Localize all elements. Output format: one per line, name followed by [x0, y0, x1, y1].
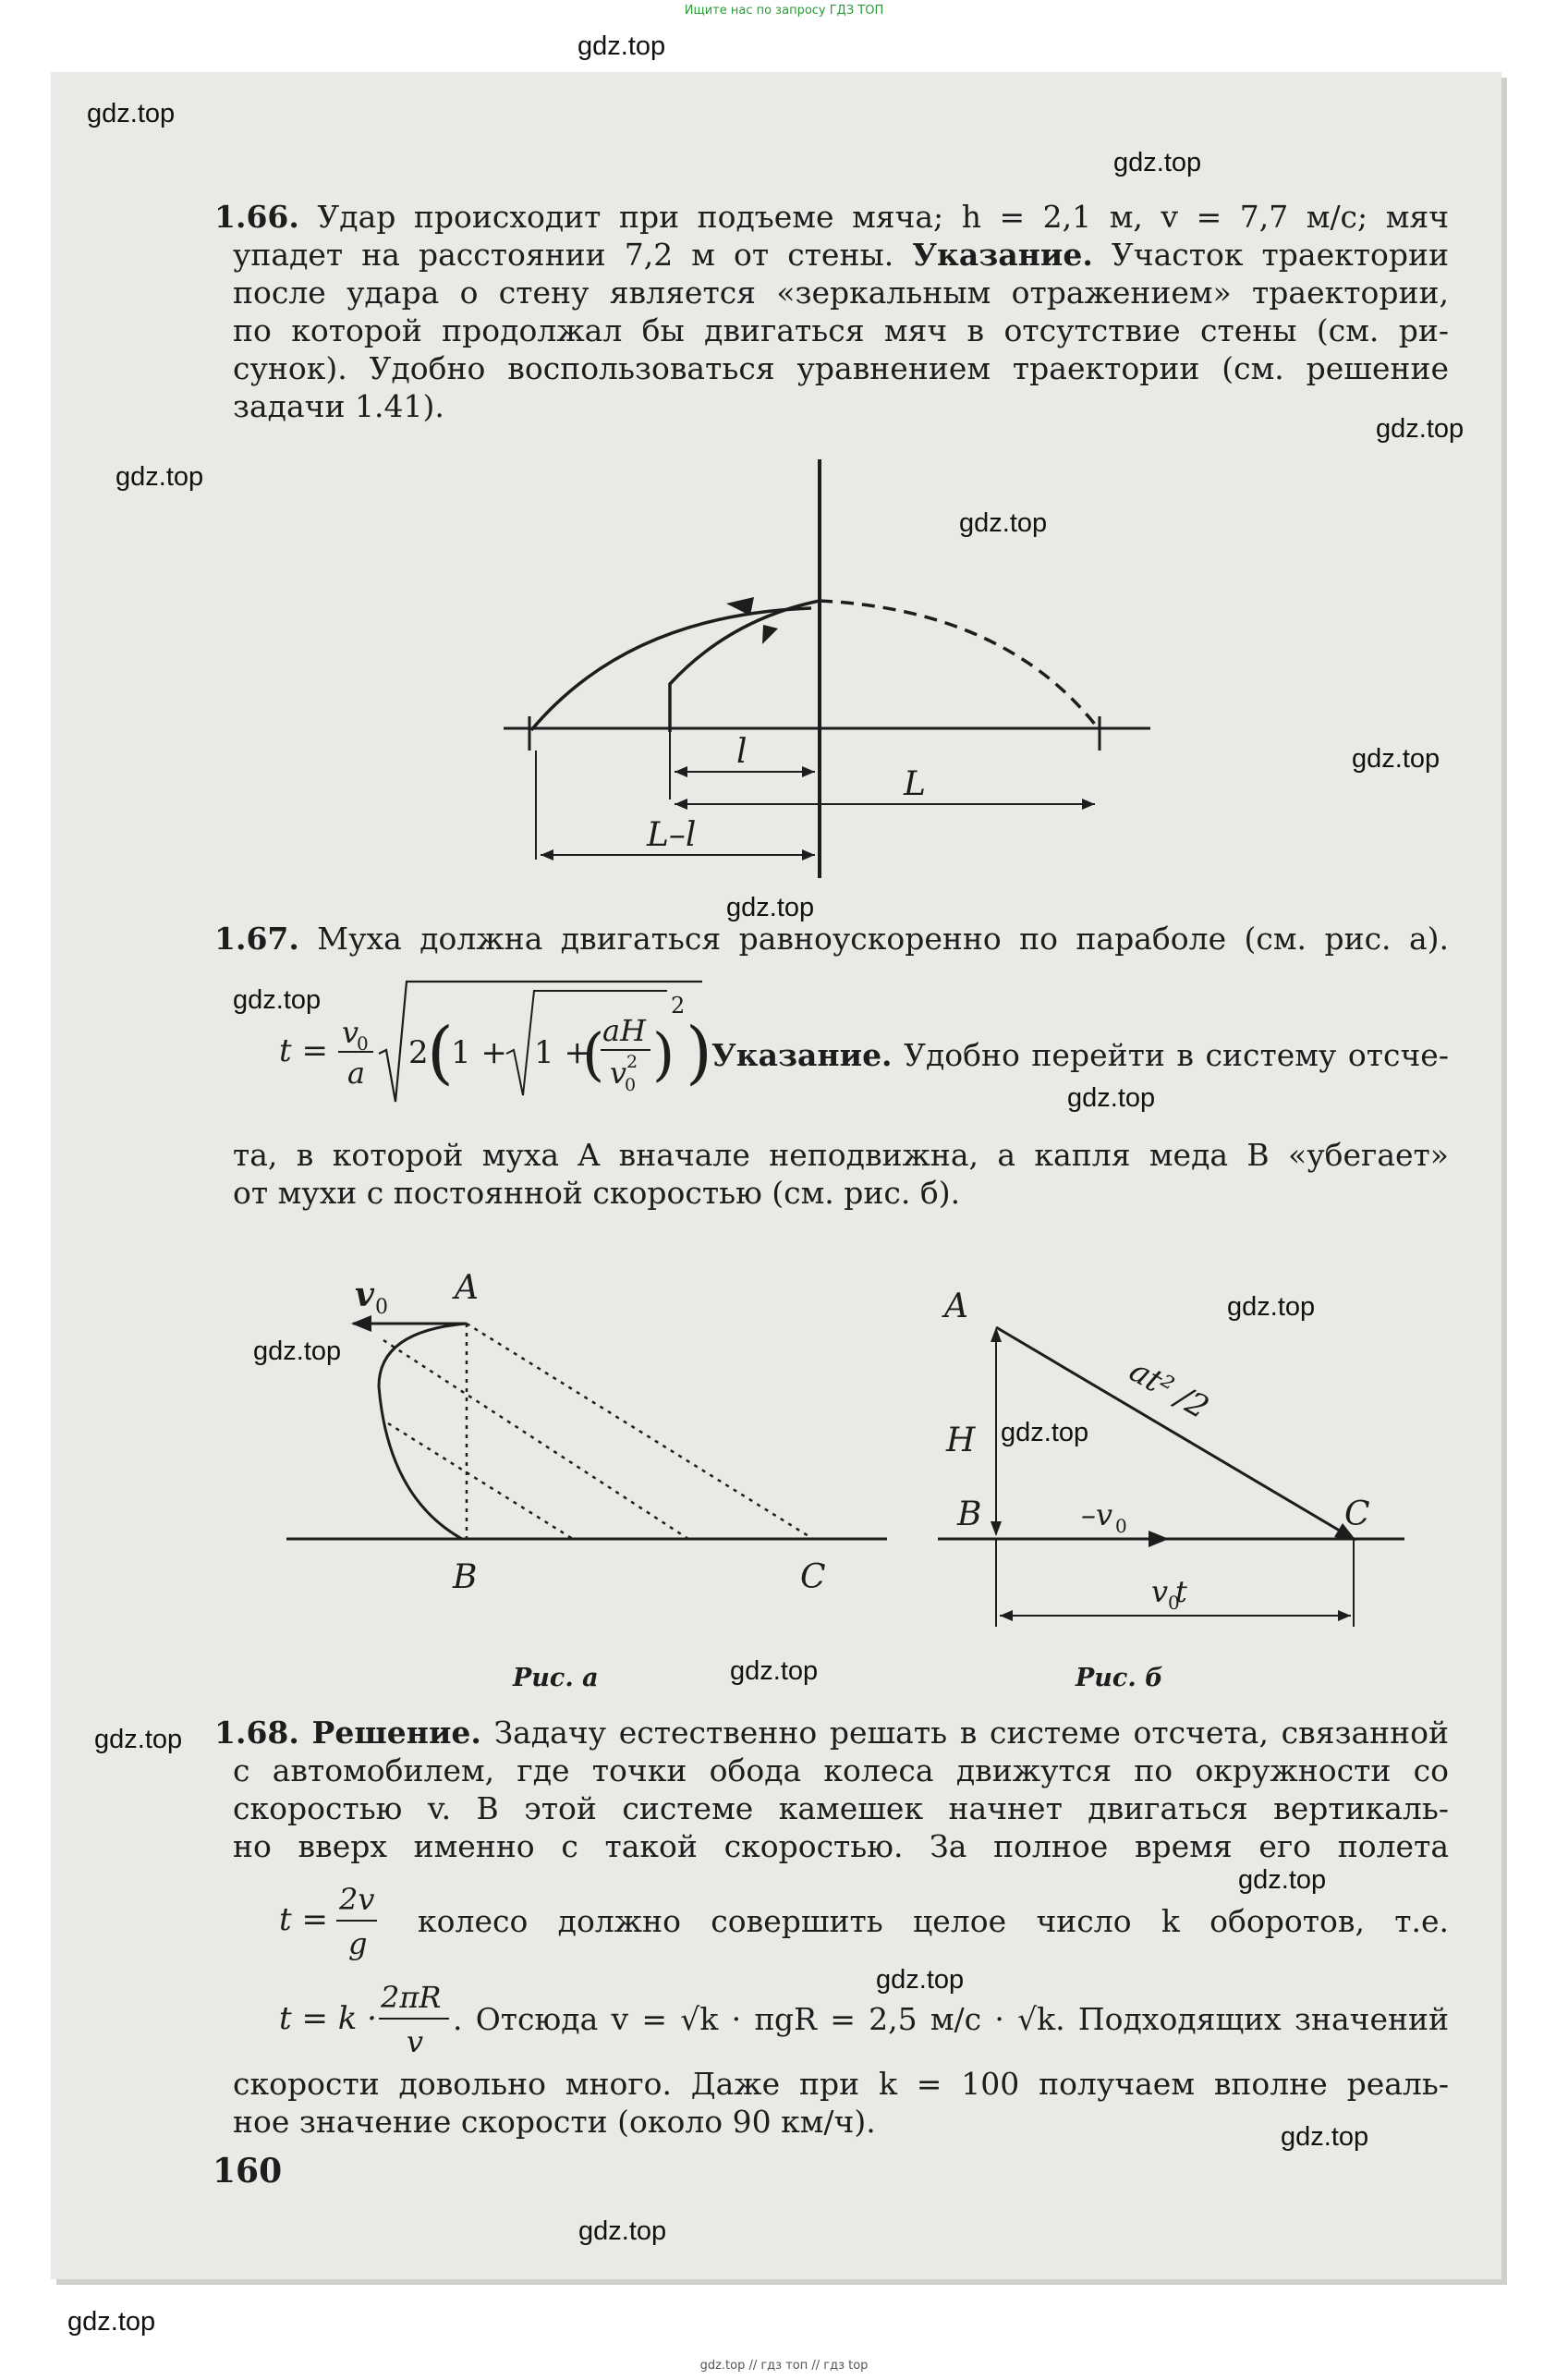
label-B: B — [453, 1558, 478, 1596]
sub0: 0 — [625, 1075, 637, 1095]
problem-number: 1.67. — [214, 921, 299, 957]
f1-num: 2v — [339, 1882, 375, 1917]
text-line: после удара о стену является «зеркальным отражением» траектории, — [233, 275, 1449, 311]
formula-power: 2 — [671, 993, 686, 1019]
label-C: C — [800, 1558, 826, 1596]
caption-b: Рис. б — [1076, 1664, 1163, 1692]
problem-number: 1.68. — [214, 1715, 299, 1751]
formula-v0: v — [342, 1015, 359, 1050]
label-L-minus-l: L–l — [647, 816, 697, 854]
hint-label: Указание. — [912, 237, 1093, 273]
watermark: gdz.top — [1113, 148, 1202, 177]
watermark: gdz.top — [87, 99, 176, 128]
right-paren: ) — [686, 1013, 712, 1092]
text-line: от мухи с постоянной скоростью (см. рис. б). — [233, 1175, 961, 1211]
watermark: gdz.top — [67, 2307, 156, 2337]
text-line: та, в которой муха A вначале неподвижна, а капля меда B «убегает» — [233, 1137, 1449, 1173]
text-line: скорости довольно много. Даже при k = 100 получаем вполне реаль- — [233, 2066, 1449, 2102]
watermark: gdz.top — [94, 1725, 183, 1754]
text-line: упадет на расстоянии 7,2 м от стены. — [233, 237, 913, 273]
hint-label: Указание. — [711, 1037, 893, 1073]
watermark: gdz.top — [1281, 2122, 1369, 2152]
paren: ) — [652, 1020, 675, 1088]
label-L: L — [904, 765, 926, 803]
label-mv0-sub: 0 — [1115, 1515, 1127, 1537]
text-line: с автомобилем, где точки обода колеса движутся по окружности со — [233, 1752, 1449, 1788]
text-line: Удар происходит при подъеме мяча; h = 2,1 м, v = 7,7 м/с; мяч — [317, 199, 1449, 235]
text-line: ное значение скорости (около 90 км/ч). — [233, 2104, 876, 2140]
watermark: gdz.top — [115, 462, 204, 492]
formula-t: t = — [279, 1032, 328, 1069]
bottom-note: gdz.top // гдз топ // гдз top — [699, 2359, 869, 2373]
paren: ( — [582, 1020, 605, 1088]
left-paren: ( — [427, 1013, 454, 1092]
watermark: gdz.top — [876, 1965, 965, 1995]
f1-rest — [418, 1902, 1449, 1940]
label-v0t-t: t — [1175, 1574, 1187, 1609]
f1-den: g — [348, 1926, 368, 1961]
label-at2: at² /2 — [1123, 1352, 1215, 1427]
watermark: gdz.top — [577, 31, 666, 61]
watermark: gdz.top — [1352, 744, 1440, 774]
solution-label: Решение. — [311, 1715, 481, 1751]
f2-num: 2πR — [381, 1980, 442, 2015]
text-line: по которой продолжал бы двигаться мяч в отсутствие стены (см. ри- — [233, 312, 1449, 348]
formula-2: 2 — [408, 1034, 429, 1071]
caption-a: Рис. а — [513, 1664, 599, 1692]
watermark: gdz.top — [1227, 1292, 1316, 1322]
page-number: 160 — [213, 2152, 283, 2191]
f2-t: t = k · — [279, 2000, 377, 2037]
watermark: gdz.top — [1001, 1418, 1089, 1447]
formula-v0-den: v — [610, 1056, 627, 1091]
watermark: gdz.top — [1067, 1083, 1156, 1113]
problem-1-68-end — [233, 2065, 1449, 2141]
label-C: C — [1344, 1495, 1370, 1533]
label-A: A — [455, 1269, 479, 1307]
text-line: Удобно перейти в систему отсче- — [892, 1037, 1449, 1073]
watermark: gdz.top — [730, 1656, 819, 1686]
formula-v0-sub: 0 — [357, 1032, 369, 1055]
label-v0: v — [355, 1275, 374, 1314]
label-l: l — [736, 733, 748, 771]
f2-den: v — [407, 2024, 424, 2059]
sup2: 2 — [626, 1052, 638, 1072]
label-mv0: –v — [1081, 1497, 1113, 1532]
text-line: скоростью v. В этой системе камешек начнет двигаться вертикаль- — [233, 1790, 1449, 1826]
text-line: Участок траектории — [1092, 237, 1449, 273]
formula-aH: aH — [602, 1013, 646, 1048]
label-v0t: v — [1151, 1574, 1169, 1609]
watermark: gdz.top — [1238, 1865, 1327, 1895]
watermark: gdz.top — [253, 1336, 342, 1366]
text-line: Задачу естественно решать в системе отсчета, связанной — [480, 1715, 1449, 1751]
text-line: колесо должно совершить целое число k оборотов, т.е. — [418, 1903, 1449, 1939]
problem-number: 1.66. — [214, 199, 299, 235]
label-v0-sub: 0 — [375, 1296, 388, 1319]
label-H: H — [946, 1422, 976, 1459]
f1-t: t = — [279, 1901, 328, 1938]
formula-1b: 1 + — [534, 1034, 590, 1071]
text-line: задачи 1.41). — [233, 388, 444, 424]
formula-a: a — [347, 1056, 366, 1091]
label-v0t-sub: 0 — [1168, 1592, 1180, 1614]
f2-rest — [453, 2000, 1449, 2038]
label-B: B — [957, 1495, 982, 1533]
watermark: gdz.top — [726, 893, 815, 922]
text-line: но вверх именно с такой скоростью. За полное время его полета — [233, 1828, 1449, 1864]
text-line: Муха должна двигаться равноускоренно по параболе (см. рис. а). — [317, 921, 1449, 957]
watermark: gdz.top — [578, 2216, 667, 2246]
text-line: . Отсюда v = √k · πgR = 2,5 м/с · √k. Подходящих значений — [453, 2001, 1449, 2037]
text-line: сунок). Удобно воспользоваться уравнением траектории (см. решение — [233, 350, 1449, 386]
watermark: gdz.top — [959, 508, 1048, 538]
top-note: Ищите нас по запросу ГДЗ ТОП — [684, 4, 884, 18]
label-A: A — [944, 1288, 968, 1325]
formula-1: 1 + — [451, 1034, 507, 1071]
watermark: gdz.top — [1376, 414, 1465, 444]
watermark: gdz.top — [233, 985, 322, 1015]
